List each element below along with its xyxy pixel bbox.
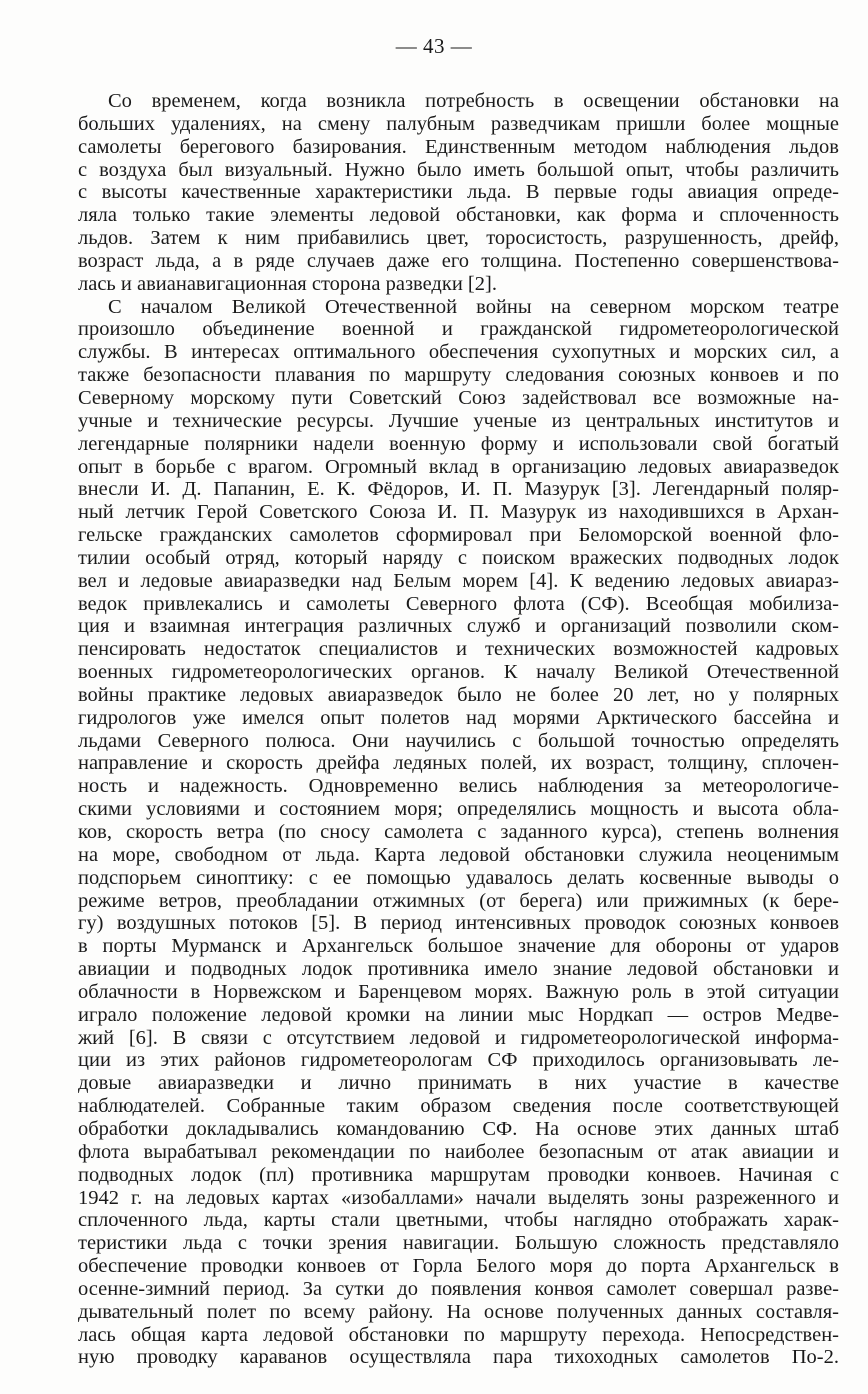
text-line: с высоты качественные характеристики льда. В первые годы авиация опреде- [78,181,839,204]
text-line: произошло объединение военной и гражданской гидрометеорологической [78,318,839,341]
text-line: теристики льда с точки зрения навигации. Большую сложность представляло [78,1232,839,1255]
text-line: на море, свободном от льда. Карта ледовой обстановки служила неоценимым [78,843,839,866]
text-line: флота вырабатывал рекомендации по наиболее безопасным от атак авиации и [78,1140,839,1163]
text-line: военных гидрометеорологических органов. К началу Великой Отечественной [78,661,839,684]
text-line: осенне-зимний период. За сутки до появления конвоя самолет совершал разве- [78,1277,839,1300]
text-line: с воздуха был визуальный. Нужно было иметь большой опыт, чтобы различить [78,158,839,181]
text-line: жий [6]. В связи с отсутствием ледовой и гидрометеорологической информа- [78,1026,839,1049]
text-line: опыт в борьбе с врагом. Огромный вклад в организацию ледовых авиаразведок [78,455,839,478]
paragraph [78,296,839,1370]
text-line: облачности в Норвежском и Баренцевом морях. Важную роль в этой ситуации [78,980,839,1003]
text-line: возраст льда, а в ряде случаев даже его толщина. Постепенно совершенствова- [78,249,839,272]
text-line: С началом Великой Отечественной войны на северном морском театре [108,295,839,318]
text-line: льдами Северного полюса. Они научились с большой точностью определять [78,729,839,752]
text-line: службы. В интересах оптимального обеспечения сухопутных и морских сил, а [78,341,839,364]
text-line: тилии особый отряд, который наряду с поиском вражеских подводных лодок [78,546,839,569]
text-line: пенсировать недостаток специалистов и технических возможностей кадровых [78,638,839,661]
text-line: сплоченного льда, карты стали цветными, чтобы наглядно отображать харак- [78,1209,839,1232]
text-line: гельске гражданских самолетов сформировал при Беломорской военной фло- [78,524,839,547]
text-line: довые авиаразведки и лично принимать в них участие в качестве [78,1072,839,1095]
text-line: ный летчик Герой Советского Союза И. П. Мазурук из находившихся в Архан- [78,501,839,524]
text-line: в порты Мурманск и Архангельск большое значение для обороны от ударов [78,935,839,958]
text-line: ков, скорость ветра (по сносу самолета с заданного курса), степень волнения [78,821,839,843]
text-line: обработки докладывались командованию СФ. На основе этих данных штаб [78,1117,839,1140]
text-line: ции из этих районов гидрометеорологам СФ приходилось организовывать ле- [78,1049,839,1072]
text-line: учные и технические ресурсы. Лучшие ученые из центральных институтов и [78,409,839,432]
text-line: направление и скорость дрейфа ледяных полей, их возраст, толщину, сплочен- [78,752,839,775]
text-line: больших удалениях, на смену палубным разведчикам пришли более мощные [78,112,839,135]
text-line: легендарные полярники надели военную форму и использовали свой богатый [78,432,839,455]
text-line: дывательный полет по всему району. На основе полученных данных составля- [78,1300,839,1323]
text-line: 1942 г. на ледовых картах «изобаллами» начали выделять зоны разреженного и [78,1186,839,1209]
text-line: ляла только такие элементы ледовой обстановки, как форма и сплоченность [78,204,839,227]
text-line: скими условиями и состоянием моря; определялись мощность и высота обла- [78,798,839,821]
text-line: ция и взаимная интеграция различных служб и организаций позволили ском- [78,615,839,638]
text-line: ность и надежность. Одновременно велись наблюдения за метеорологиче- [78,775,839,798]
text-line: режиме ветров, преобладании отжимных (от берега) или прижимных (к бере- [78,889,839,912]
text-line: гидрологов уже имелся опыт полетов над морями Арктического бассейна и [78,706,839,729]
text-line: наблюдателей. Собранные таким образом сведения после соответствующей [78,1095,839,1118]
text-line: льдов. Затем к ним прибавились цвет, торосистость, разрушенность, дрейф, [78,227,839,250]
text-line: самолеты берегового базирования. Единственным методом наблюдения льдов [78,135,839,158]
text-line: ную проводку караванов осуществляла пара тихоходных самолетов По-2. [78,1346,839,1369]
text-line: также безопасности плавания по маршруту следования союзных конвоев и по [78,364,839,387]
page-number: — 43 — [395,34,473,58]
text-line: внесли И. Д. Папанин, Е. К. Фёдоров, И. П. Мазурук [3]. Легендарный поляр- [78,478,839,501]
text-line: подводных лодок (пл) противника маршрутам проводки конвоев. Начиная с [78,1163,839,1186]
text-line: обеспечение проводки конвоев от Горла Белого моря до порта Архангельск в [78,1255,839,1278]
text-line: авиации и подводных лодок противника имело знание ледовой обстановки и [78,958,839,981]
text-line: Северному морскому пути Советский Союз задействовал все возможные на- [78,386,839,409]
text-line: гу) воздушных потоков [5]. В период интенсивных проводок союзных конвоев [78,912,839,935]
text-line: войны практике ледовых авиаразведок было не более 20 лет, но у полярных [78,683,839,706]
body-text [78,90,839,1369]
text-line: лась и авианавигационная сторона разведки [2]. [78,272,497,295]
text-line: вел и ледовые авиаразведки над Белым морем [4]. К ведению ледовых авиараз- [78,569,839,592]
text-line: лась общая карта ледовой обстановки по маршруту перехода. Непосредствен- [78,1323,839,1346]
text-line: подспорьем синоптику: с ее помощью удавалось делать косвенные выводы о [78,866,839,889]
text-line: играло положение ледовой кромки на линии мыс Нордкап — остров Медве- [78,1003,839,1026]
text-line: Со временем, когда возникла потребность в освещении обстановки на [108,90,839,112]
text-line: ведок привлекались и самолеты Северного флота (СФ). Всеобщая мобилиза- [78,592,839,615]
paragraph [78,90,839,296]
